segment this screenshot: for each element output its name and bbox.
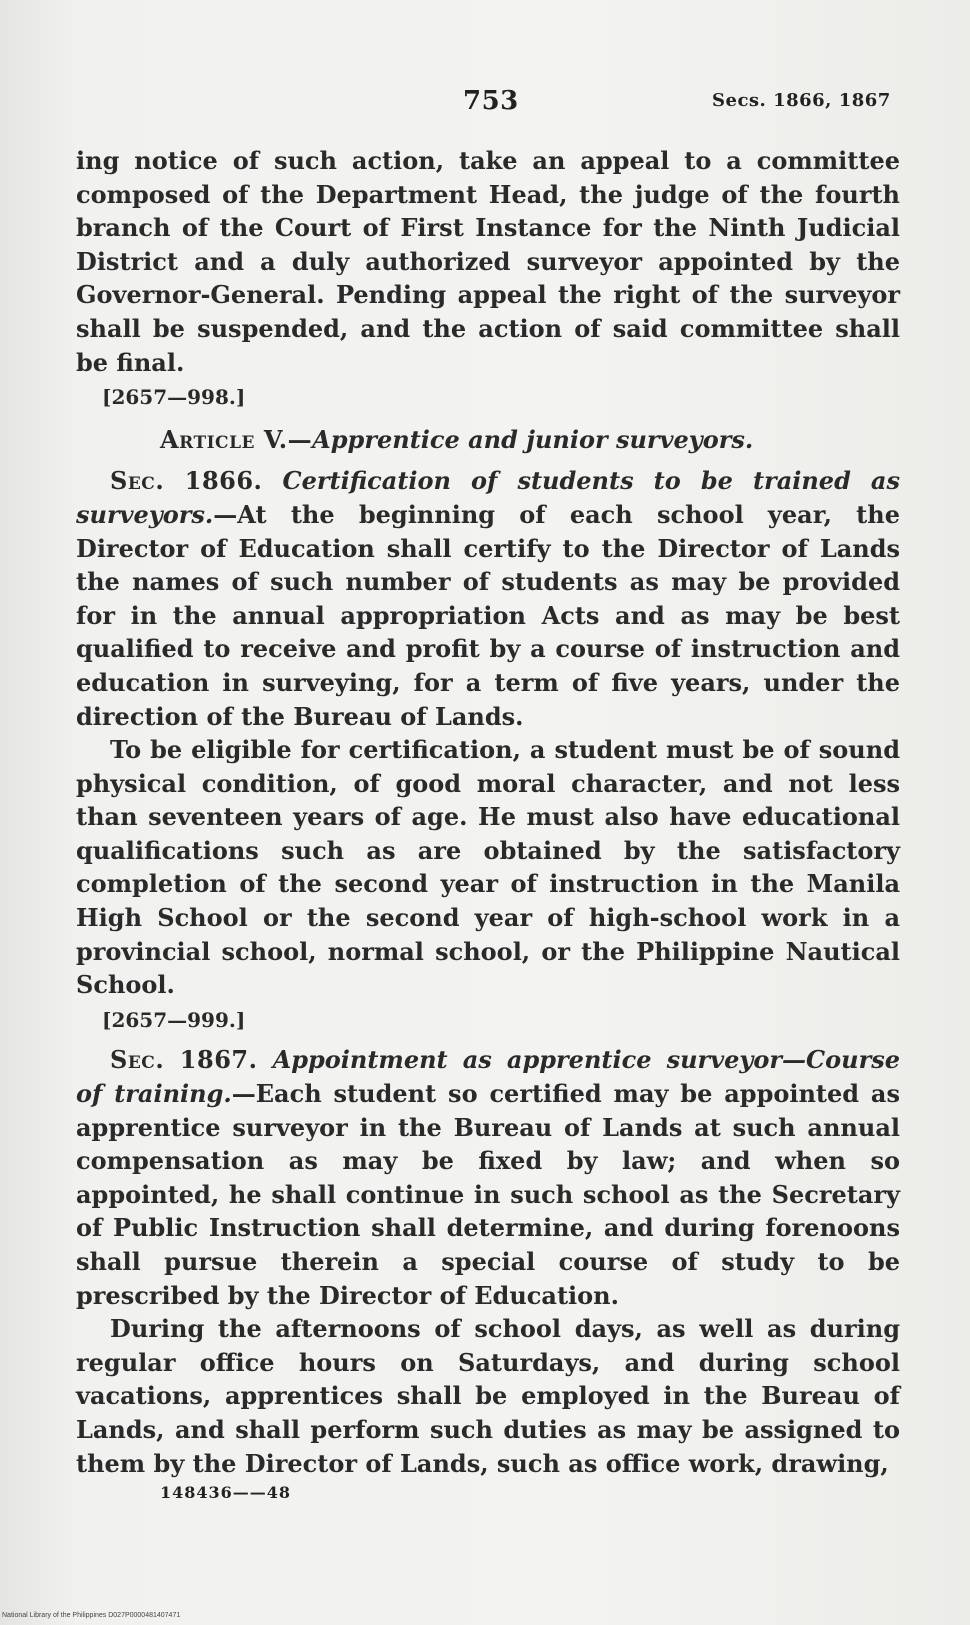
afternoons-paragraph: During the afternoons of school days, as well as during regular office hours on Saturdays, and during school vacations, apprentices shall be employed in the Bureau of Lands, and shall perform such duties as may be assigned to them by the Director of Lands, such as office work, drawing, xyxy=(76,1314,900,1478)
section-1867-text: —Each student so certified may be appointed as apprentice surveyor in the Bureau of Lands at such annual compensation as may be fixed by law; and when so appointed, he shall continue in such school as the Secretary of Public Instruction shall determine, and during forenoons shall pursue therein a special course of study to be prescribed by the Director of Education. xyxy=(76,1079,900,1310)
section-1866-label: Sec. 1866. xyxy=(110,466,263,496)
section-1867-paragraph xyxy=(76,1043,900,1312)
section-reference: Secs. 1866, 1867 xyxy=(712,90,891,111)
section-1867-title: Appointment as apprentice surveyor—Course of training. xyxy=(76,1045,901,1109)
page-number: 753 xyxy=(463,86,519,116)
source-reference-998: [2657—998.] xyxy=(102,385,246,410)
library-watermark: National Library of the Philippines D027P0000481407471 xyxy=(2,1612,181,1619)
article-label: Article V.— xyxy=(160,424,313,454)
section-1866-paragraph xyxy=(76,464,900,733)
section-1866-title: Certification of students to be trained as surveyors. xyxy=(76,466,900,529)
article-heading xyxy=(76,423,900,457)
article-title: Apprentice and junior surveyors. xyxy=(312,424,754,454)
continuation-paragraph: ing notice of such action, take an appeal to a committee composed of the Department Head, the judge of the fourth branch of the Court of First Instance for the Ninth Judicial District and a duly authorized surveyor appointed by the Governor-General. Pending appeal the right of the surveyor shall be suspended, and the action of said committee shall be final. xyxy=(76,146,900,377)
eligibility-paragraph: To be eligible for certification, a student must be of sound physical condition, of good moral character, and not less than seventeen years of age. He must also have educational qualifications such as are obtained by the satisfactory completion of the second year of instruction in the Manila High School or the second year of high-school work in a provincial school, normal school, or the Philippine Nautical School. xyxy=(76,735,900,1000)
source-reference-999: [2657—999.] xyxy=(102,1007,246,1032)
section-1867-label: Sec. 1867. xyxy=(110,1045,258,1075)
page-body xyxy=(76,144,900,1480)
section-1866-text: —At the beginning of each school year, the Director of Education shall certify to the Director of Lands the names of such number of students as may be provided for in the annual appropriation Acts and as may be best qualified to receive and profit by a course of instruction and education in surveying, for a term of five years, under the direction of the Bureau of Lands. xyxy=(76,499,900,731)
print-code: 148436——48 xyxy=(160,1483,292,1502)
page-header xyxy=(0,86,970,126)
